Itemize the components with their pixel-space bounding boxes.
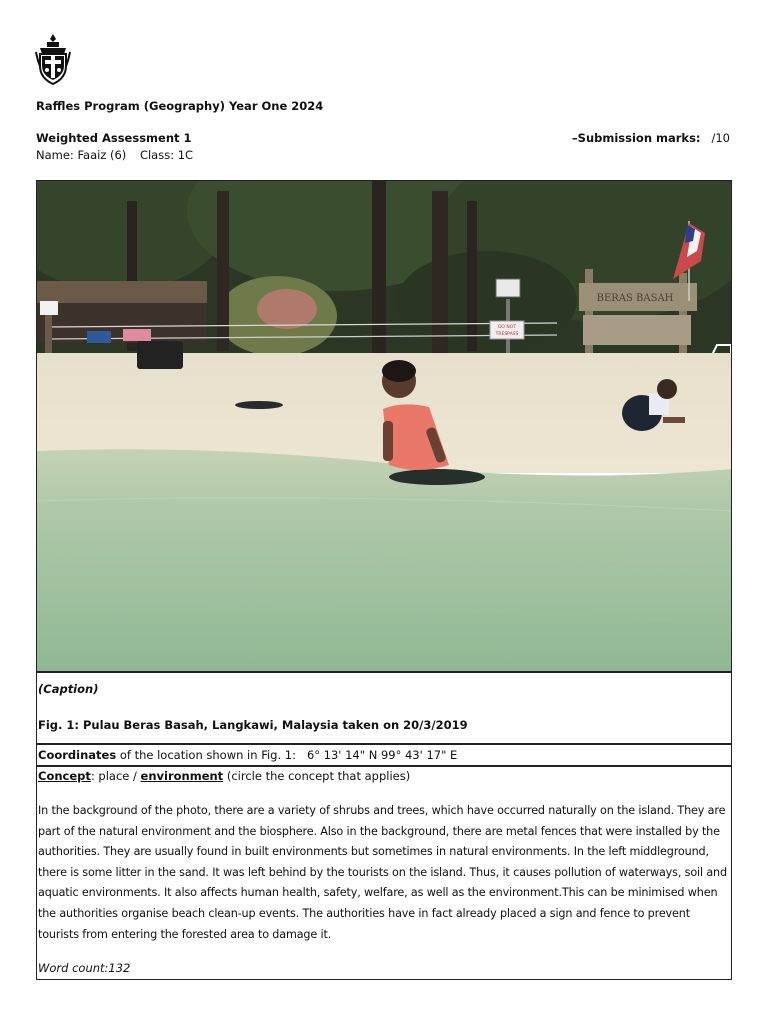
svg-text:BERAS BASAH: BERAS BASAH (596, 293, 674, 304)
coordinates-text: of the location shown in Fig. 1: 6° 13' 14" N 99° 43' 17" E (116, 748, 458, 762)
coordinates-box (36, 744, 732, 766)
school-crest-logo (34, 32, 72, 86)
concept-label: Concept (38, 769, 91, 783)
beach-scene-image (37, 181, 732, 672)
beach-photo (36, 180, 732, 672)
marks-total: /10 (711, 131, 730, 145)
coordinates-line (38, 748, 457, 762)
figure-title: Fig. 1: Pulau Beras Basah, Langkawi, Malaysia taken on 20/3/2019 (38, 718, 468, 732)
student-info (36, 148, 203, 162)
caption-label: (Caption) (38, 682, 99, 696)
word-count: Word count:132 (38, 961, 131, 975)
coordinates-label: Coordinates (38, 748, 117, 762)
caption-box (36, 672, 732, 744)
name-field: Name: Faaiz (6) (36, 148, 127, 162)
assessment-title: Weighted Assessment 1 (36, 131, 192, 145)
svg-text:DO NOT: DO NOT (497, 325, 517, 330)
answer-paragraph: In the background of the photo, there are a variety of shrubs and trees, which have occurred naturally on the island. They are part of the natural environment and the biosphere. Also in the background, there are metal fences that were installed by the authorities. They are usually found in built environments but sometimes in natural environments. In the left middleground, there is some litter in the sand. It was left behind by the tourists on the island. Thus, it causes pollution of waterways, soil and aquatic environments. It also affects human health, safety, welfare, as well as the environment.This can be minimised when the authorities organise beach clean-up events. The authorities have in fact already placed a sign and fence to prevent tourists from entering the forested area to damage it. (38, 804, 727, 941)
class-field: Class: 1C (139, 148, 194, 162)
svg-text:TRESPASS: TRESPASS (495, 332, 519, 337)
concept-choice: environment (140, 769, 224, 783)
program-title: Raffles Program (Geography) Year One 2024 (36, 99, 324, 113)
concept-line (38, 769, 410, 783)
submission-label: Submission marks: (577, 131, 701, 145)
submission-marks: –Submission marks: /10 (571, 131, 730, 145)
concept-note: (circle the concept that applies) (223, 769, 411, 783)
answer-box (36, 766, 732, 980)
concept-text: : place / (90, 769, 141, 783)
